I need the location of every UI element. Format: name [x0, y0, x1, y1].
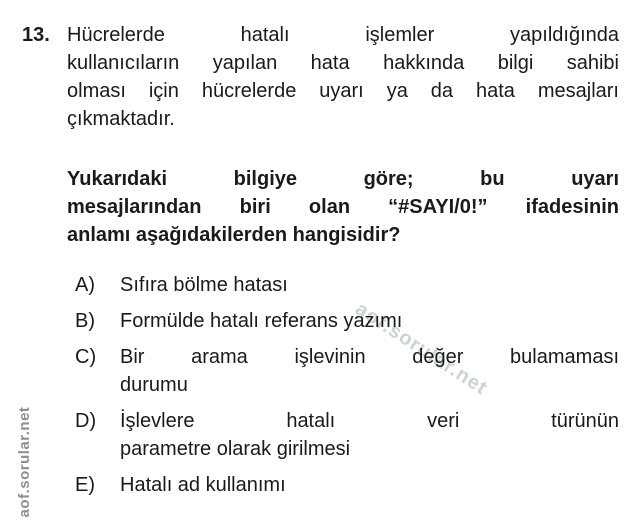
option-letter: C) — [75, 346, 97, 368]
option-line: Bir arama işlevinin değer bulamaması — [120, 346, 619, 368]
option-line: Formülde hatalı referans yazımı — [120, 310, 403, 332]
option-line: parametre olarak girilmesi — [120, 438, 351, 460]
watermark-diagonal: aof.sorular.net — [351, 297, 492, 400]
question-intro — [67, 21, 619, 133]
watermark-left-vertical: aof.sorular.net — [16, 406, 33, 518]
option-text — [120, 307, 619, 335]
question-number: 13. — [22, 24, 50, 46]
intro-line: çıkmaktadır. — [67, 108, 175, 130]
options-list — [67, 271, 619, 499]
prompt-line: mesajlarından biri olan “#SAYI/0!” ifadesinin — [67, 196, 619, 218]
option-letter: B) — [75, 310, 95, 332]
option-text — [120, 471, 619, 499]
question-prompt — [67, 165, 619, 249]
option-row-a — [67, 271, 619, 299]
option-row-c — [67, 343, 619, 399]
intro-line: Hücrelerde hatalı işlemler yapıldığında — [67, 24, 619, 46]
option-letter: D) — [75, 410, 97, 432]
option-letter: E) — [75, 474, 95, 496]
option-text — [120, 343, 619, 399]
option-line: Hatalı ad kullanımı — [120, 474, 286, 496]
option-row-e — [67, 471, 619, 499]
option-line: İşlevlere hatalı veri türünün — [120, 410, 619, 432]
prompt-line: Yukarıdaki bilgiye göre; bu uyarı — [67, 168, 619, 190]
option-letter: A) — [75, 274, 95, 296]
option-line: Sıfıra bölme hatası — [120, 274, 288, 296]
intro-line: kullanıcıların yapılan hata hakkında bilgi sahibi — [67, 52, 619, 74]
prompt-line: anlamı aşağıdakilerden hangisidir? — [67, 224, 401, 246]
option-text — [120, 271, 619, 299]
option-row-d — [67, 407, 619, 463]
option-row-b — [67, 307, 619, 335]
question-content — [67, 21, 619, 507]
option-text — [120, 407, 619, 463]
option-line: durumu — [120, 374, 188, 396]
intro-line: olması için hücrelerde uyarı ya da hata mesajları — [67, 80, 619, 102]
